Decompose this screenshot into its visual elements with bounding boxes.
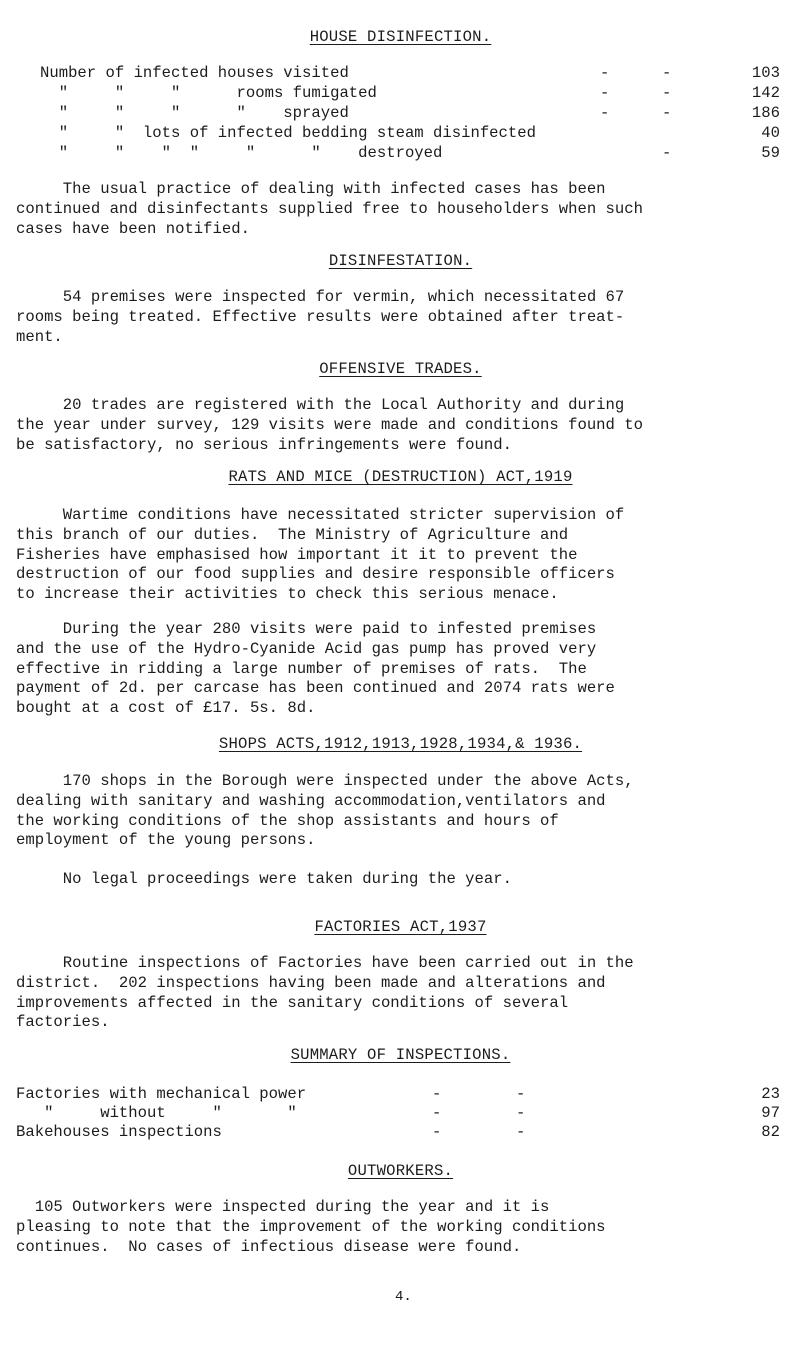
row-label: Factories with mechanical power xyxy=(16,1085,307,1103)
offensive-trades-heading: OFFENSIVE TRADES. xyxy=(319,360,482,378)
row-label: Bakehouses inspections xyxy=(16,1123,222,1141)
row-label: " " " " " " destroyed xyxy=(40,144,443,162)
row-dash: - xyxy=(600,84,610,102)
table-row xyxy=(40,124,780,144)
row-value: 23 xyxy=(761,1085,780,1103)
row-label: " " lots of infected bedding steam disinfected xyxy=(40,124,536,142)
shops-acts-heading: SHOPS ACTS,1912,1913,1928,1934,& 1936. xyxy=(218,735,583,753)
row-dash: - xyxy=(662,64,672,82)
house-disinfection-paragraph: The usual practice of dealing with infected cases has been continued and disinfectants supplied free to householders when such cases have been notified. xyxy=(16,180,643,238)
row-dash: - xyxy=(662,84,672,102)
outworkers-paragraph: 105 Outworkers were inspected during the year and it is pleasing to note that the improvement of the working conditions continues. No cases of infectious disease were found. xyxy=(16,1198,606,1256)
table-row xyxy=(40,104,780,124)
outworkers-heading: OUTWORKERS. xyxy=(347,1162,454,1180)
row-value: 82 xyxy=(761,1123,780,1141)
table-row xyxy=(16,1123,780,1143)
row-dash: - xyxy=(432,1123,442,1141)
row-dash: - xyxy=(432,1085,442,1103)
table-row xyxy=(40,64,780,84)
summary-heading: SUMMARY OF INSPECTIONS. xyxy=(290,1046,511,1064)
shops-acts-paragraph-2: No legal proceedings were taken during the year. xyxy=(16,870,512,888)
table-row xyxy=(40,84,780,104)
row-dash: - xyxy=(662,144,672,162)
row-label: " " " " sprayed xyxy=(40,104,349,122)
rats-mice-paragraph-1: Wartime conditions have necessitated stricter supervision of this branch of our duties. The Ministry of Agriculture and Fisheries have emphasised how important it it to prevent the destruction of our food supplies and desire responsible officers to increase their activities to check this serious menace. xyxy=(16,506,625,604)
factories-act-heading: FACTORIES ACT,1937 xyxy=(314,918,487,936)
disinfestation-paragraph: 54 premises were inspected for vermin, which necessitated 67 rooms being treated. Effective results were obtained after treat- ment. xyxy=(16,288,625,346)
table-row xyxy=(16,1085,780,1105)
page-number: 4. xyxy=(395,1289,412,1305)
table-row xyxy=(40,144,780,164)
row-value: 186 xyxy=(751,104,780,122)
row-value: 97 xyxy=(761,1104,780,1122)
row-dash: - xyxy=(662,104,672,122)
house-disinfection-heading: HOUSE DISINFECTION. xyxy=(309,28,492,46)
row-dash: - xyxy=(516,1104,526,1122)
row-dash: - xyxy=(432,1104,442,1122)
disinfestation-heading: DISINFESTATION. xyxy=(328,252,473,270)
row-value: 142 xyxy=(751,84,780,102)
factories-act-paragraph: Routine inspections of Factories have been carried out in the district. 202 inspections having been made and alterations and improvements affected in the sanitary conditions of several factories. xyxy=(16,954,634,1032)
row-value: 59 xyxy=(761,144,780,162)
row-label: " without " " xyxy=(16,1104,297,1122)
row-value: 103 xyxy=(751,64,780,82)
table-row xyxy=(16,1104,780,1124)
row-dash: - xyxy=(600,64,610,82)
row-value: 40 xyxy=(761,124,780,142)
rats-mice-paragraph-2: During the year 280 visits were paid to infested premises and the use of the Hydro-Cyanide Acid gas pump has proved very effective in ridding a large number of premises of rats. The payment of 2d. per carcase has been continued and 2074 rats were bought at a cost of £17. 5s. 8d. xyxy=(16,620,615,718)
row-dash: - xyxy=(516,1123,526,1141)
row-dash: - xyxy=(600,104,610,122)
offensive-trades-paragraph: 20 trades are registered with the Local Authority and during the year under survey, 129 visits were made and conditions found to be satisfactory, no serious infringements were found. xyxy=(16,396,643,454)
rats-mice-heading: RATS AND MICE (DESTRUCTION) ACT,1919 xyxy=(228,468,573,486)
shops-acts-paragraph-1: 170 shops in the Borough were inspected under the above Acts, dealing with sanitary and washing accommodation,ventilators and the working conditions of the shop assistants and hours of employment of the young persons. xyxy=(16,772,634,850)
row-label: " " " rooms fumigated xyxy=(40,84,377,102)
row-label: Number of infected houses visited xyxy=(40,64,349,82)
row-dash: - xyxy=(516,1085,526,1103)
